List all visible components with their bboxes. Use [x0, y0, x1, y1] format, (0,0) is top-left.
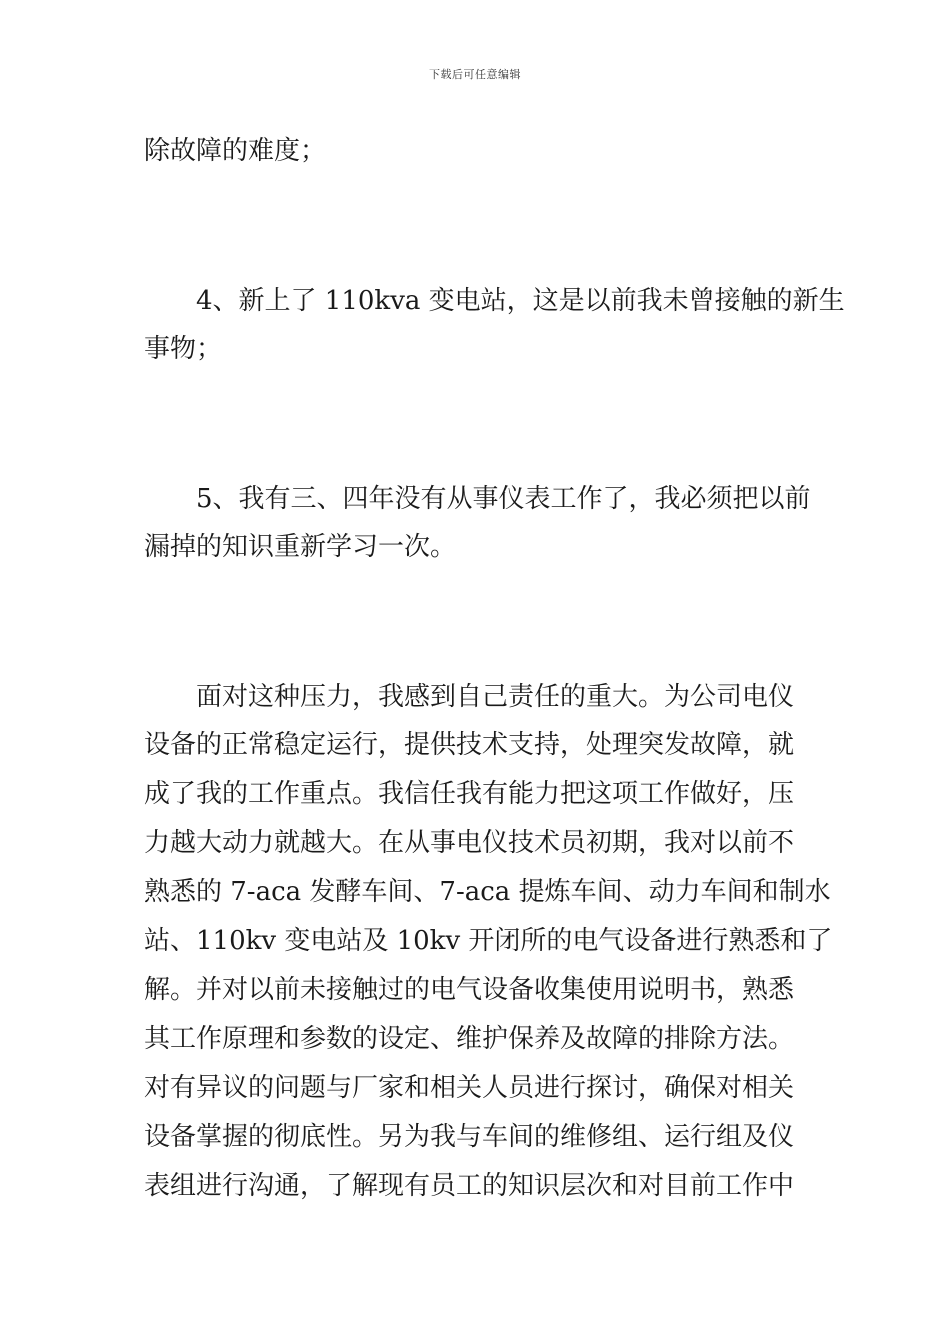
- text-line: 解。并对以前未接触过的电气设备收集使用说明书，熟悉: [144, 975, 795, 1005]
- text-line: 熟悉的 7-aca 发酵车间、7-aca 提炼车间、动力车间和制水: [144, 877, 831, 907]
- text-line: 表组进行沟通，了解现有员工的知识层次和对目前工作中: [144, 1171, 795, 1201]
- text-line: 设备掌握的彻底性。另为我与车间的维修组、运行组及仪: [144, 1122, 795, 1152]
- text-line: 事物；: [144, 334, 223, 364]
- text-line: 设备的正常稳定运行，提供技术支持，处理突发故障，就: [144, 730, 795, 760]
- text-line: 漏掉的知识重新学习一次。: [144, 532, 457, 562]
- text-line: 其工作原理和参数的设定、维护保养及故障的排除方法。: [144, 1024, 795, 1054]
- page-header: 下载后可任意编辑: [429, 68, 521, 81]
- text-line: 站、110kv 变电站及 10kv 开闭所的电气设备进行熟悉和了: [144, 926, 833, 956]
- text-line: 5、我有三、四年没有从事仪表工作了，我必须把以前: [196, 484, 811, 514]
- text-line: 成了我的工作重点。我信任我有能力把这项工作做好，压: [144, 779, 795, 809]
- text-line: 面对这种压力，我感到自己责任的重大。为公司电仪: [196, 682, 795, 712]
- text-line: 除故障的难度；: [144, 136, 327, 166]
- text-line: 力越大动力就越大。在从事电仪技术员初期，我对以前不: [144, 828, 795, 858]
- text-line: 对有异议的问题与厂家和相关人员进行探讨，确保对相关: [144, 1073, 795, 1103]
- text-line: 4、新上了 110kva 变电站，这是以前我未曾接触的新生: [196, 286, 845, 316]
